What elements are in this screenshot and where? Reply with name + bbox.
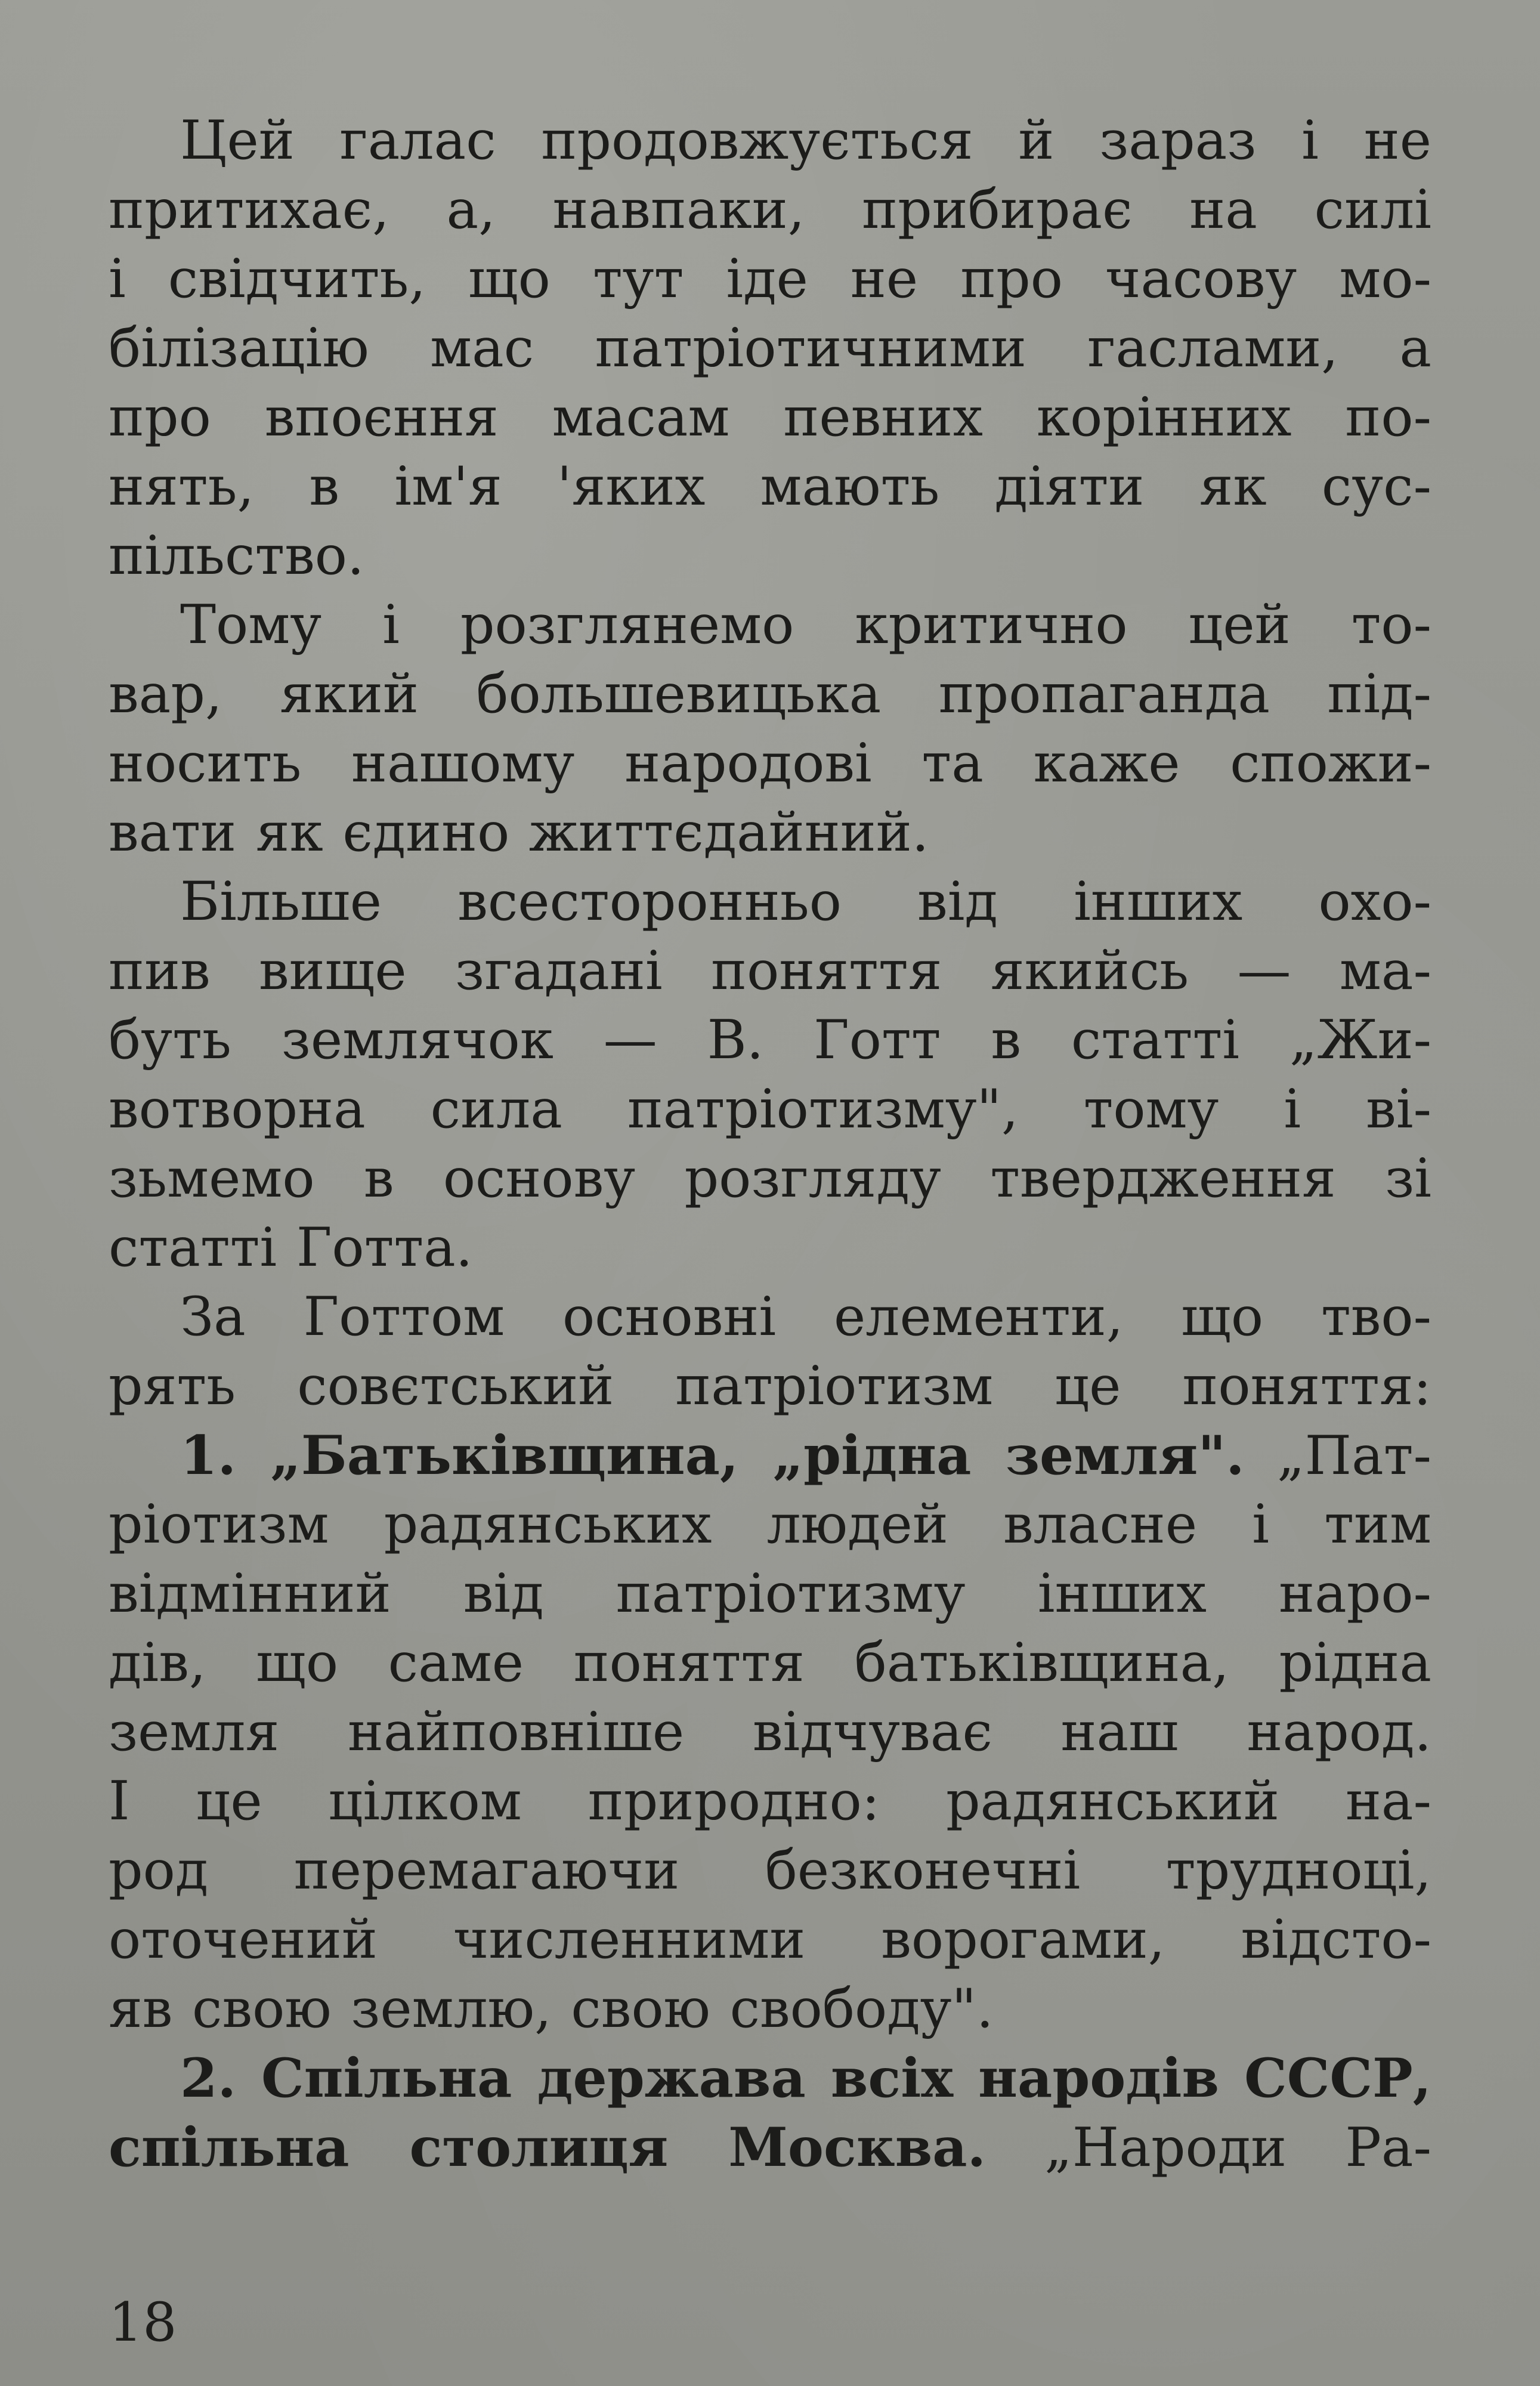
text-line: Цей галас продовжується й зараз і не [180,109,1431,172]
heading-1-bold: 1. „Батьківщина, „рідна земля". [180,1424,1245,1487]
heading-2-rest: „Народи Ра- [985,2116,1431,2179]
text-line: про впоєння масам певних корінних по- [109,386,1431,449]
text-line: нять, в ім'я 'яких мають діяти як сус- [109,455,1431,518]
text-line: яв свою землю, свою свободу". [109,1977,994,2040]
text-line: За Готтом основні елементи, що тво- [180,1285,1431,1348]
text-line: оточений численними ворогами, відсто- [109,1908,1431,1971]
page-number: 18 [109,2291,177,2354]
text-line: Тому і розглянемо критично цей то- [180,594,1431,656]
heading-2-bold: спільна столиця Москва. [109,2116,986,2179]
heading-2-line-2 [109,2113,1431,2182]
heading-2-line-1: 2. Спільна держава всіх народів СССР, [180,2047,1431,2110]
text-line: вар, який большевицька пропаганда під- [109,663,1431,725]
text-line: пив вище згадані поняття якийсь — ма- [109,939,1431,1002]
heading-1-line [109,1421,1431,1490]
text-line: відмінний від патріотизму інших наро- [109,1562,1431,1625]
text-line: і свідчить, що тут іде не про часову мо- [109,248,1431,310]
text-line: статті Готта. [109,1216,473,1279]
text-line: буть землячок — В. Готт в статті „Жи- [109,1009,1431,1071]
text-line: вати як єдино життєдайний. [109,801,929,864]
text-line: білізацію мас патріотичними гаслами, а [109,317,1431,379]
text-line: І це цілком природно: радянський на- [109,1770,1431,1832]
text-line: дів, що саме поняття батьківщина, рідна [109,1631,1431,1694]
text-line: носить нашому народові та каже спожи- [109,732,1431,795]
text-line: ріотизм радянських людей власне і тим [109,1493,1431,1556]
text-line: земля найповніше відчуває наш народ. [109,1701,1431,1763]
text-line: вотворна сила патріотизму", тому і ві- [109,1078,1431,1141]
body-text [109,106,1431,2182]
heading-1-rest: „Пат- [1244,1424,1432,1487]
text-line: притихає, а, навпаки, прибирає на силі [109,178,1431,241]
text-line: Більше всесторонньо від інших охо- [180,870,1431,933]
text-line: зьмемо в основу розгляду твердження зі [109,1147,1431,1210]
text-line: пільство. [109,524,364,587]
text-line: рять совєтський патріотизм це поняття: [109,1355,1431,1417]
text-line: род перемагаючи безконечні трудноці, [109,1839,1431,1902]
